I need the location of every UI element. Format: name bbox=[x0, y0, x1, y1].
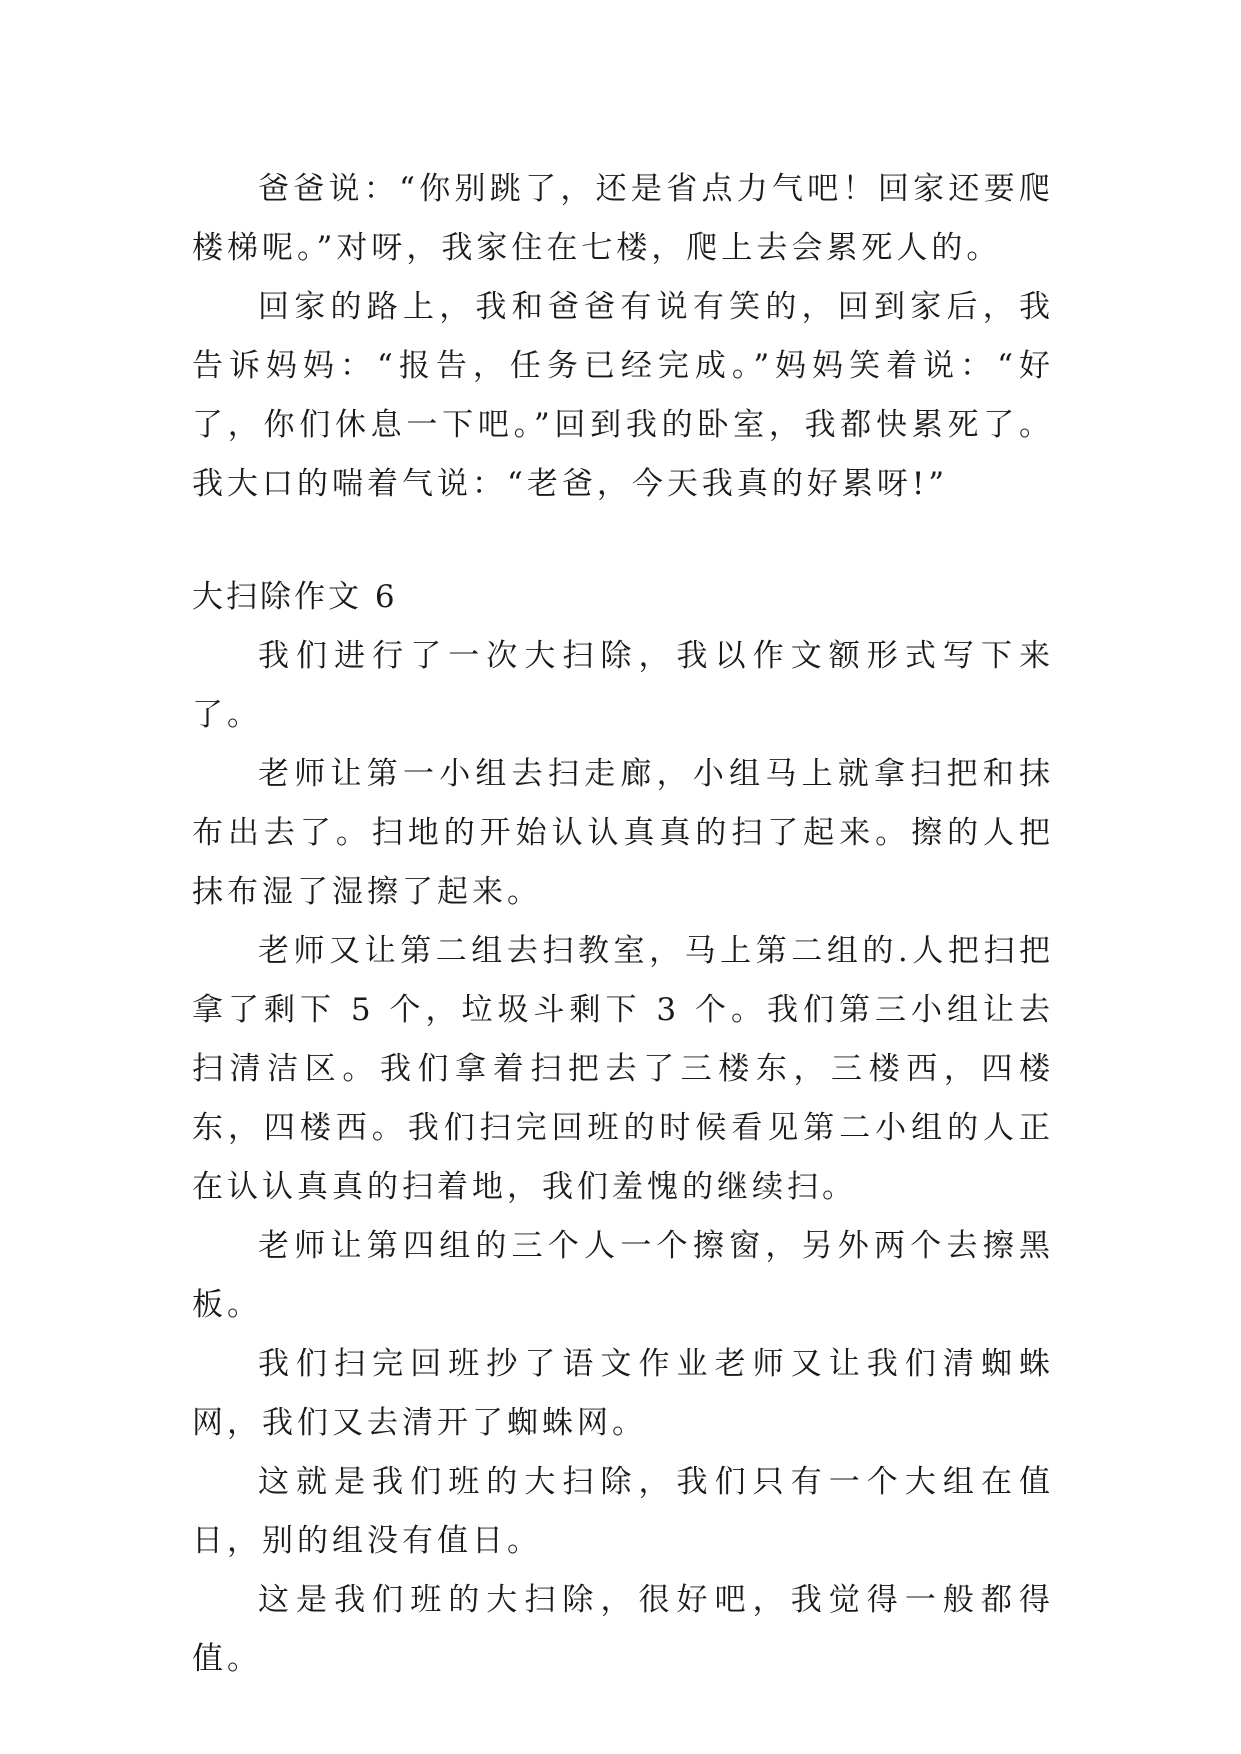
paragraph: 这就是我们班的大扫除，我们只有一个大组在值日，别的组没有值日。 bbox=[192, 1464, 1054, 1559]
paragraph: 我们进行了一次大扫除，我以作文额形式写下来了。 bbox=[192, 638, 1054, 733]
section-title: 大扫除作文 6 bbox=[192, 579, 398, 615]
paragraph: 老师又让第二组去扫教室，马上第二组的.人把扫把拿了剩下 5 个，垃圾斗剩下 3 个。我们第三小组让去扫清洁区。我们拿着扫把去了三楼东，三楼西，四楼东，四楼西。我们扫完回班的时候看见第二小组的人正在认认真真的扫着地，我们羞愧的继续扫。 bbox=[192, 933, 1054, 1205]
document-body bbox=[192, 160, 1054, 1689]
paragraph: 我们扫完回班抄了语文作业老师又让我们清蜘蛛网，我们又去清开了蜘蛛网。 bbox=[192, 1346, 1054, 1441]
paragraph: 回家的路上，我和爸爸有说有笑的，回到家后，我告诉妈妈：“报告，任务已经完成。”妈妈笑着说：“好了，你们休息一下吧。”回到我的卧室，我都快累死了。我大口的喘着气说：“老爸，今天我真的好累呀!” bbox=[192, 289, 1054, 502]
paragraph: 爸爸说：“你别跳了，还是省点力气吧！回家还要爬楼梯呢。”对呀，我家住在七楼，爬上去会累死人的。 bbox=[192, 171, 1054, 266]
paragraph: 老师让第一小组去扫走廊，小组马上就拿扫把和抹布出去了。扫地的开始认认真真的扫了起来。擦的人把抹布湿了湿擦了起来。 bbox=[192, 756, 1054, 910]
paragraph: 老师让第四组的三个人一个擦窗，另外两个去擦黑板。 bbox=[192, 1228, 1054, 1323]
paragraph: 这是我们班的大扫除，很好吧，我觉得一般都得值。 bbox=[192, 1582, 1054, 1677]
